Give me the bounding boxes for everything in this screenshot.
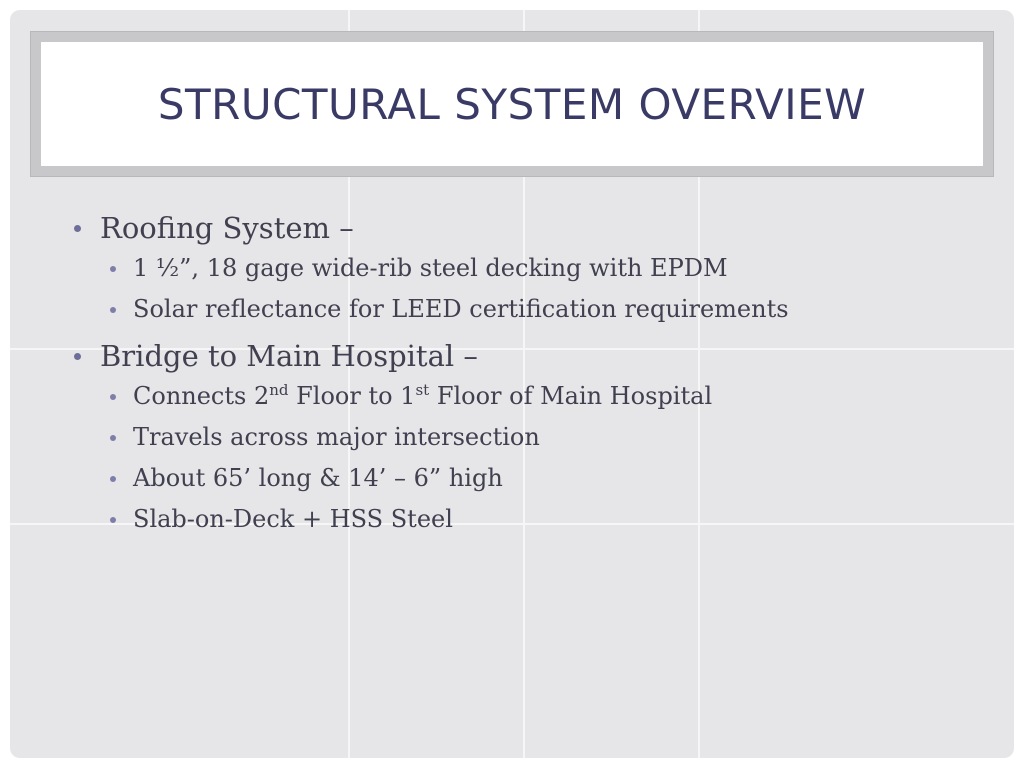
- connects-text-pre: Connects 2: [133, 382, 270, 410]
- sub-bullet-travels-across: Travels across major intersection: [70, 417, 970, 458]
- ordinal-st: st: [415, 381, 430, 399]
- sub-bullet-steel-decking: 1 ½”, 18 gage wide-rib steel decking with EPDM: [70, 248, 970, 289]
- slide-title: STRUCTURAL SYSTEM OVERVIEW: [157, 79, 867, 129]
- sub-bullet-connects-floors: [70, 376, 970, 417]
- slide-content: [70, 202, 970, 540]
- connects-text-mid: Floor to 1: [288, 382, 416, 410]
- title-box: [41, 42, 983, 166]
- sub-bullet-dimensions: About 65’ long & 14’ – 6” high: [70, 458, 970, 499]
- bullet-roofing-system: Roofing System –: [70, 208, 970, 248]
- ordinal-nd: nd: [269, 381, 289, 399]
- sub-bullet-slab-on-deck: Slab-on-Deck + HSS Steel: [70, 499, 970, 540]
- bullet-bridge-to-main-hospital: Bridge to Main Hospital –: [70, 336, 970, 376]
- sub-bullet-solar-reflectance: Solar reflectance for LEED certification requirements: [70, 289, 970, 330]
- connects-text-post: Floor of Main Hospital: [429, 382, 713, 410]
- slide: [10, 10, 1014, 758]
- title-frame: [30, 31, 994, 177]
